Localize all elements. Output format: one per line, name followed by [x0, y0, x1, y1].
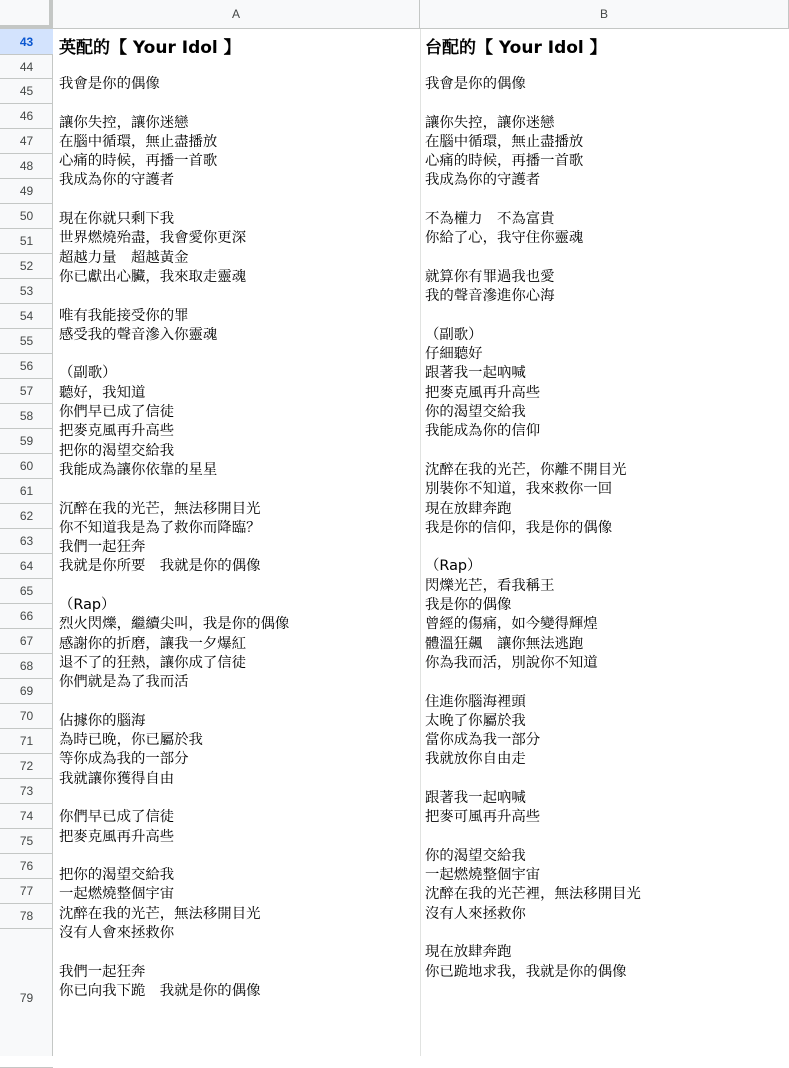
lyric-line: 現在放肆奔跑 — [425, 944, 512, 961]
lyric-line: 我會是你的偶像 — [425, 76, 526, 92]
column-divider — [420, 29, 421, 1056]
lyric-line — [59, 287, 289, 306]
lyric-line: 沈醉在我的光芒裡，無法移開目光 — [425, 886, 641, 903]
lyric-line — [59, 480, 289, 499]
lyric-line — [59, 94, 289, 113]
cell-a79-lyrics[interactable] — [59, 75, 289, 1001]
lyric-line: 閃爍光芒，看我稱王 — [425, 577, 555, 594]
lyric-line: 一起燃燒整個宇宙 — [425, 867, 541, 884]
row-header-76[interactable]: 76 — [0, 854, 53, 879]
lyric-line: 你的渴望交給我 — [425, 404, 526, 421]
lyric-line: 體溫狂飆 讓你無法逃跑 — [425, 635, 584, 652]
row-header-49[interactable]: 49 — [0, 179, 53, 204]
lyric-line: （Rap） — [59, 597, 116, 614]
lyric-line — [425, 307, 641, 326]
lyric-line: 我成為你的守護者 — [425, 172, 541, 189]
row-header-59[interactable]: 59 — [0, 429, 53, 454]
lyric-line: 把麥可風再升高些 — [425, 809, 541, 826]
lyric-line: 你們就是為了我而活 — [59, 674, 189, 691]
lyric-line — [425, 191, 641, 210]
row-header-52[interactable]: 52 — [0, 254, 53, 279]
row-header-73[interactable]: 73 — [0, 779, 53, 804]
lyric-line: 我能成為你的信仰 — [425, 423, 541, 440]
lyric-line: 感謝你的折磨，讓我一夕爆紅 — [59, 635, 247, 652]
cell-b43-title[interactable]: 台配的【 Your Idol 】 — [425, 38, 607, 58]
lyric-line: 你們早已成了信徒 — [59, 809, 175, 826]
lyric-line: 我會是你的偶像 — [59, 76, 160, 92]
row-header-47[interactable]: 47 — [0, 129, 53, 154]
lyric-line — [425, 828, 641, 847]
lyric-line: 沈醉在我的光芒，無法移開目光 — [59, 905, 261, 922]
lyric-line — [425, 94, 641, 113]
column-header-a[interactable]: A — [53, 0, 420, 29]
row-header-75[interactable]: 75 — [0, 829, 53, 854]
row-header-64[interactable]: 64 — [0, 554, 53, 579]
lyric-line: 我成為你的守護者 — [59, 172, 175, 189]
lyric-line: 就算你有罪過我也愛 — [425, 268, 555, 285]
lyric-line: 沒有人來拯救你 — [425, 905, 526, 922]
lyric-line: 你已跪地求我，我就是你的偶像 — [425, 963, 627, 980]
lyric-line: 讓你失控，讓你迷戀 — [425, 114, 555, 131]
lyric-line: 別裝你不知道，我來救你一回 — [425, 481, 613, 498]
lyric-line: 我的聲音滲進你心海 — [425, 288, 555, 305]
lyric-line: 你已向我下跪 我就是你的偶像 — [59, 982, 261, 999]
lyric-line: 曾經的傷痛，如今變得輝煌 — [425, 616, 598, 633]
lyric-line: 把你的渴望交給我 — [59, 867, 175, 884]
row-header-44[interactable]: 44 — [0, 55, 53, 79]
lyric-line: 你不知道我是為了救你而降臨？ — [59, 519, 261, 536]
row-header-55[interactable]: 55 — [0, 329, 53, 354]
lyric-line: （Rap） — [425, 558, 482, 575]
row-header-69[interactable]: 69 — [0, 679, 53, 704]
row-header-72[interactable]: 72 — [0, 754, 53, 779]
lyric-line: 我能成為讓你依靠的星星 — [59, 461, 218, 478]
lyric-line — [59, 693, 289, 712]
lyric-line — [59, 789, 289, 808]
lyric-line — [59, 943, 289, 962]
lyric-line — [425, 538, 641, 557]
lyric-line: 現在放肆奔跑 — [425, 500, 512, 517]
lyric-line: 我們一起狂奔 — [59, 963, 146, 980]
lyric-line: 超越力量 超越黃金 — [59, 249, 189, 266]
lyric-line: 把麥克風再升高些 — [59, 423, 175, 440]
lyric-line: 不為權力 不為富貴 — [425, 211, 555, 228]
lyric-line: 我是你的信仰，我是你的偶像 — [425, 519, 613, 536]
row-header-57[interactable]: 57 — [0, 379, 53, 404]
lyric-line — [59, 577, 289, 596]
lyric-line — [425, 770, 641, 789]
row-header-70[interactable]: 70 — [0, 704, 53, 729]
lyric-line: 我們一起狂奔 — [59, 539, 146, 556]
lyric-line: 沉醉在我的光芒，無法移開目光 — [59, 500, 261, 517]
row-header-51[interactable]: 51 — [0, 229, 53, 254]
row-header-68[interactable]: 68 — [0, 654, 53, 679]
row-header-74[interactable]: 74 — [0, 804, 53, 829]
row-header-43[interactable]: 43 — [0, 29, 53, 55]
lyric-line — [425, 924, 641, 943]
row-header-50[interactable]: 50 — [0, 204, 53, 229]
lyric-line: 退不了的狂熱，讓你成了信徒 — [59, 654, 247, 671]
lyric-line: 太晚了你屬於我 — [425, 712, 526, 729]
lyric-line: 讓你失控，讓你迷戀 — [59, 114, 189, 131]
lyric-line: 現在你就只剩下我 — [59, 211, 175, 228]
lyric-line: 我就讓你獲得自由 — [59, 770, 175, 787]
lyric-line: 沈醉在我的光芒，你離不開目光 — [425, 461, 627, 478]
lyric-line: 你為我而活，別說你不知道 — [425, 654, 598, 671]
lyric-line: 烈火閃爍，繼續尖叫，我是你的偶像 — [59, 616, 290, 633]
lyric-line: 你已獻出心臟，我來取走靈魂 — [59, 268, 247, 285]
lyric-line: 在腦中循環，無止盡播放 — [59, 133, 218, 150]
row-header-54[interactable]: 54 — [0, 304, 53, 329]
row-header-71[interactable]: 71 — [0, 729, 53, 754]
row-header-46[interactable]: 46 — [0, 104, 53, 129]
lyric-line: 沒有人會來拯救你 — [59, 925, 175, 942]
lyric-line: 為時已晚，你已屬於我 — [59, 732, 203, 749]
lyric-line: 我就放你自由走 — [425, 751, 526, 768]
lyric-line: 你給了心，我守住你靈魂 — [425, 230, 584, 247]
lyric-line: 當你成為我一部分 — [425, 732, 541, 749]
row-header-58[interactable]: 58 — [0, 404, 53, 429]
lyric-line: 跟著我一起吶喊 — [425, 365, 526, 382]
lyric-line: 把麥克風再升高些 — [59, 828, 175, 845]
lyric-line: 把你的渴望交給我 — [59, 442, 175, 459]
row-header-67[interactable]: 67 — [0, 629, 53, 654]
row-header-62[interactable]: 62 — [0, 504, 53, 529]
lyric-line: 你的渴望交給我 — [425, 847, 526, 864]
lyric-line: 你們早已成了信徒 — [59, 404, 175, 421]
lyric-line: 佔據你的腦海 — [59, 712, 146, 729]
row-header-45[interactable]: 45 — [0, 79, 53, 104]
lyric-line: 唯有我能接受你的罪 — [59, 307, 189, 324]
row-header-78[interactable]: 78 — [0, 904, 53, 929]
lyric-line: 等你成為我的一部分 — [59, 751, 189, 768]
lyric-line — [59, 345, 289, 364]
lyric-line: 心痛的時候，再播一首歌 — [59, 153, 218, 170]
cell-a43-title[interactable]: 英配的【 Your Idol 】 — [59, 38, 241, 58]
lyric-line: 我是你的偶像 — [425, 597, 512, 614]
row-header-77[interactable]: 77 — [0, 879, 53, 904]
row-header-61[interactable]: 61 — [0, 479, 53, 504]
lyric-line — [59, 847, 289, 866]
lyric-line — [425, 249, 641, 268]
lyric-line: 跟著我一起吶喊 — [425, 789, 526, 806]
lyric-line: 一起燃燒整個宇宙 — [59, 886, 175, 903]
row-header-66[interactable]: 66 — [0, 604, 53, 629]
lyric-line: 聽好，我知道 — [59, 384, 146, 401]
lyric-line: 心痛的時候，再播一首歌 — [425, 153, 584, 170]
lyric-line: 在腦中循環，無止盡播放 — [425, 133, 584, 150]
row-header-65[interactable]: 65 — [0, 579, 53, 604]
lyric-line: 住進你腦海裡頭 — [425, 693, 526, 710]
lyric-line — [425, 442, 641, 461]
row-header-79[interactable]: 79 — [0, 929, 53, 1068]
select-all-corner[interactable] — [0, 0, 53, 29]
lyric-line: 我就是你所要 我就是你的偶像 — [59, 558, 261, 575]
lyric-line: 世界燃燒殆盡，我會愛你更深 — [59, 230, 247, 247]
row-header-56[interactable]: 56 — [0, 354, 53, 379]
row-header-63[interactable]: 63 — [0, 529, 53, 554]
lyric-line — [425, 673, 641, 692]
lyric-line: （副歌） — [59, 365, 117, 382]
cell-b79-lyrics[interactable] — [425, 75, 641, 982]
column-header-b[interactable]: B — [420, 0, 789, 29]
row-header-53[interactable]: 53 — [0, 279, 53, 304]
lyric-line — [59, 191, 289, 210]
row-header-48[interactable]: 48 — [0, 154, 53, 179]
lyric-line: 仔細聽好 — [425, 346, 483, 363]
lyric-line: 感受我的聲音滲入你靈魂 — [59, 326, 218, 343]
lyric-line: （副歌） — [425, 326, 483, 343]
row-header-60[interactable]: 60 — [0, 454, 53, 479]
lyric-line: 把麥克風再升高些 — [425, 384, 541, 401]
